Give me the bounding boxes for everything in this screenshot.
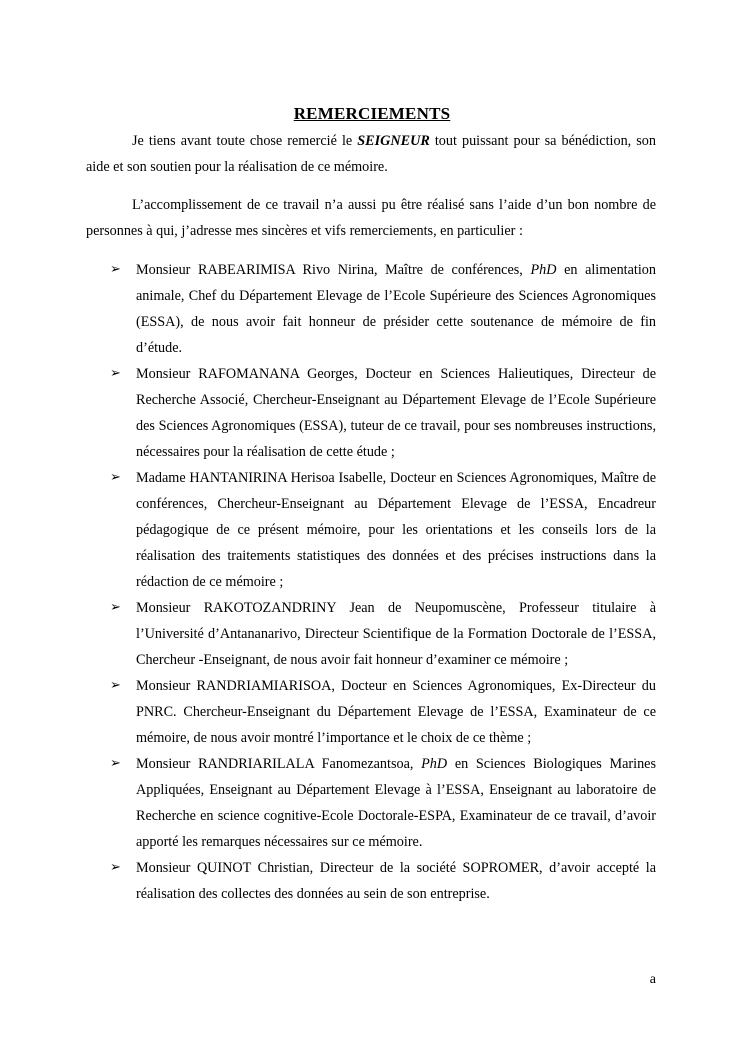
- list-item: [86, 751, 656, 855]
- body-content: [86, 128, 656, 907]
- list-item-text: Monsieur QUINOT Christian, Directeur de la société SOPROMER, d’avoir accepté la réalisation des collectes des données au sein de son entreprise.: [136, 860, 656, 902]
- arrowhead-bullet-icon: ➢: [110, 678, 121, 693]
- intro-p1-text-end: tout puissant pour sa bénédiction, son aide et son soutien pour la réalisation de ce mémoire.: [86, 133, 656, 175]
- page-number: a: [649, 972, 656, 987]
- list-item: [86, 855, 656, 907]
- list-item: [86, 257, 656, 361]
- page-title: REMERCIEMENTS: [293, 104, 451, 123]
- list-item-text: Monsieur RAFOMANANA Georges, Docteur en Sciences Halieutiques, Directeur de Recherche Associé, Chercheur-Enseignant au Département Elevage de l’Ecole Supérieure des Sciences Agronomiques (ESSA), tuteur de ce travail, pour ses nombreuses instructions, nécessaires pour la réalisation de cette étude ;: [136, 366, 656, 460]
- list-item-text: Monsieur RAKOTOZANDRINY Jean de Neupomuscène, Professeur titulaire à l’Université d’Antananarivo, Directeur Scientifique de la Formation Doctorale de l’ESSA, Chercheur -Enseignant, de nous avoir fait honneur d’examiner ce mémoire ;: [136, 600, 656, 668]
- arrowhead-bullet-icon: ➢: [110, 470, 121, 485]
- list-item: [86, 465, 656, 595]
- arrowhead-bullet-icon: ➢: [110, 366, 121, 381]
- intro-paragraph-1: [86, 128, 656, 180]
- list-item-text-end: en alimentation animale, Chef du Département Elevage de l’Ecole Supérieure des Sciences Agronomiques (ESSA), de nous avoir fait honneur de présider cette soutenance de mémoire de fin d’étude.: [136, 262, 656, 356]
- list-item-text-end: en Sciences Biologiques Marines Appliquées, Enseignant au Département Elevage à l’ESSA, Enseignant au laboratoire de Recherche en science cognitive-Ecole Doctorale-ESPA, Examinateur de ce travail, d’avoir apporté les remarques nécessaires sur ce mémoire.: [136, 756, 657, 850]
- list-item-text: Madame HANTANIRINA Herisoa Isabelle, Docteur en Sciences Agronomiques, Maître de conférences, Chercheur-Enseignant au Département Elevage de l’ESSA, Encadreur pédagogique de ce présent mémoire, pour les orientations et les conseils lors de la réalisation des traitements statistiques des données et des précises instructions dans la rédaction de ce mémoire ;: [136, 470, 656, 590]
- list-item: [86, 361, 656, 465]
- list-item: [86, 673, 656, 751]
- arrowhead-bullet-icon: ➢: [110, 600, 121, 615]
- intro-p1-emphasis: SEIGNEUR: [357, 133, 430, 149]
- list-item: [86, 595, 656, 673]
- list-item-emphasis: PhD: [530, 262, 557, 278]
- arrowhead-bullet-icon: ➢: [110, 756, 121, 771]
- list-item-text: Monsieur RANDRIAMIARISOA, Docteur en Sciences Agronomiques, Ex-Directeur du PNRC. Chercheur-Enseignant du Département Elevage de l’ESSA, Examinateur de ce mémoire, de nous avoir montré l’importance et le choix de ce thème ;: [136, 678, 656, 746]
- list-item-text: Monsieur RANDRIARILALA Fanomezantsoa,: [136, 756, 422, 772]
- list-item-emphasis: PhD: [421, 756, 448, 772]
- arrowhead-bullet-icon: ➢: [110, 860, 121, 875]
- intro-paragraph-2: L’accomplissement de ce travail n’a aussi pu être réalisé sans l’aide d’un bon nombre de personnes à qui, j’adresse mes sincères et vifs remerciements, en particulier :: [86, 197, 656, 239]
- intro-p1-text: Je tiens avant toute chose remercié le: [132, 133, 358, 149]
- arrowhead-bullet-icon: ➢: [110, 262, 121, 277]
- acknowledgement-list: [86, 257, 656, 907]
- list-item-text: Monsieur RABEARIMISA Rivo Nirina, Maître de conférences,: [136, 262, 531, 278]
